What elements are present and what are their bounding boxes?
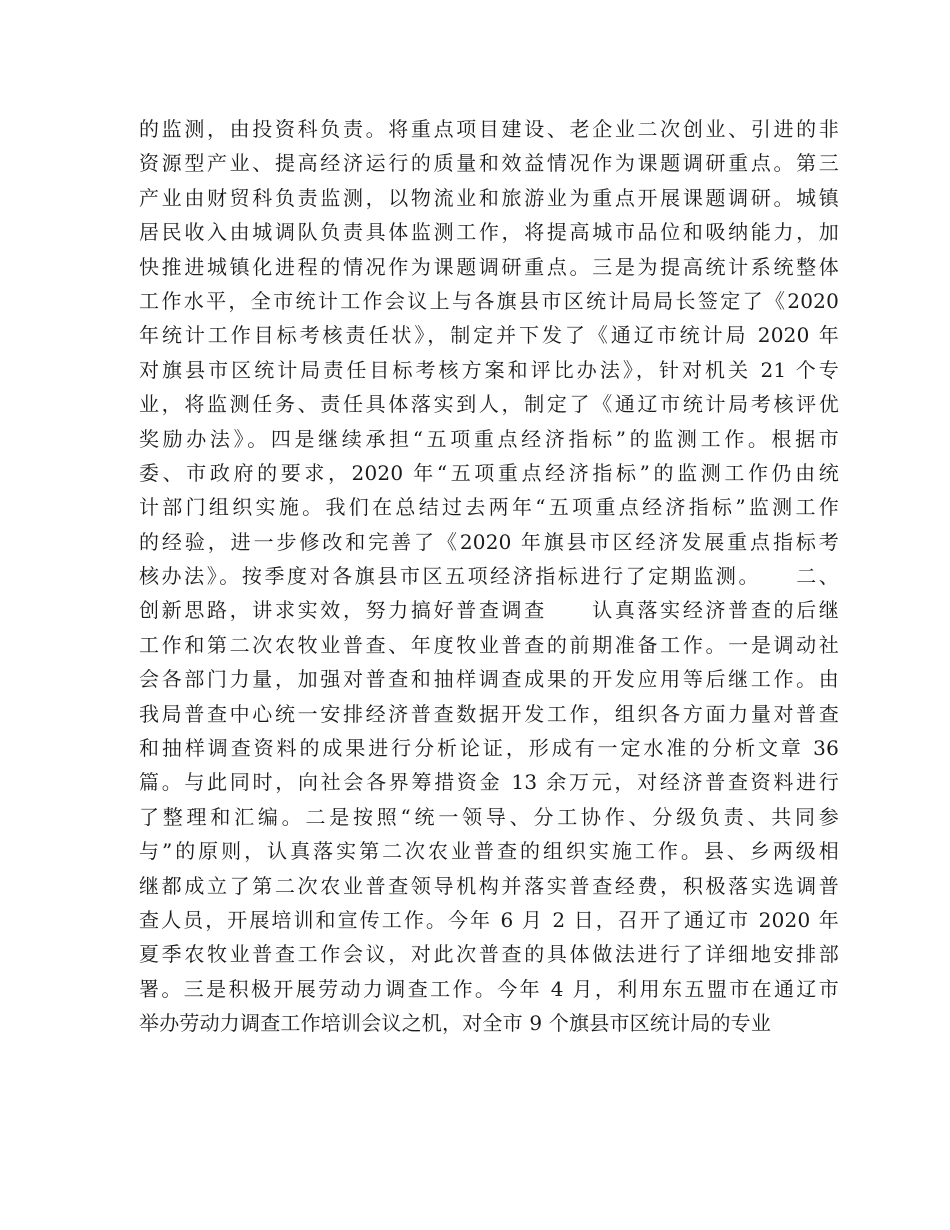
- text-line: 署。三是积极开展劳动力调查工作。今年 4 月，利用东五盟市在通辽市: [139, 976, 839, 1001]
- text-line: 我局普查中心统一安排经济普查数据开发工作，组织各方面力量对普查: [139, 701, 839, 726]
- text-line: 继都成立了第二次农业普查领导机构并落实普查经费，积极落实选调普: [139, 873, 839, 898]
- text-line: 核办法》。按季度对各旗县市区五项经济指标进行了定期监测。 二、: [139, 564, 839, 589]
- text-line: 快推进城镇化进程的情况作为课题调研重点。三是为提高统计系统整体: [139, 254, 839, 279]
- text-line: 创新思路，讲求实效，努力搞好普查调查 认真落实经济普查的后继: [139, 598, 839, 623]
- text-line: 工作和第二次农牧业普查、年度牧业普查的前期准备工作。一是调动社: [139, 632, 839, 657]
- text-line: 业，将监测任务、责任具体落实到人，制定了《通辽市统计局考核评优: [139, 392, 839, 417]
- text-line: 对旗县市区统计局责任目标考核方案和评比办法》，针对机关 21 个专: [139, 357, 839, 382]
- text-line: 的监测，由投资科负责。将重点项目建设、老企业二次创业、引进的非: [139, 117, 839, 141]
- text-line: 了整理和汇编。二是按照“统一领导、分工协作、分级负责、共同参: [139, 804, 839, 829]
- body-text: [139, 112, 839, 1041]
- text-line: 奖励办法》。四是继续承担“五项重点经济指标”的监测工作。根据市: [139, 426, 839, 451]
- text-line: 居民收入由城调队负责具体监测工作，将提高城市品位和吸纳能力，加: [139, 220, 839, 245]
- text-line: 与”的原则，认真落实第二次农业普查的组织实施工作。县、乡两级相: [139, 839, 839, 864]
- text-line: 的经验，进一步修改和完善了《2020 年旗县市区经济发展重点指标考: [139, 529, 839, 554]
- text-line: 工作水平，全市统计工作会议上与各旗县市区统计局局长签定了《2020: [139, 288, 839, 313]
- text-line: 产业由财贸科负责监测，以物流业和旅游业为重点开展课题调研。城镇: [139, 185, 839, 210]
- text-line: 委、市政府的要求，2020 年“五项重点经济指标”的监测工作仍由统: [139, 460, 839, 485]
- text-line: 资源型产业、提高经济运行的质量和效益情况作为课题调研重点。第三: [139, 151, 839, 176]
- text-line: 计部门组织实施。我们在总结过去两年“五项重点经济指标”监测工作: [139, 495, 839, 520]
- text-line: 举办劳动力调查工作培训会议之机，对全市 9 个旗县市区统计局的专业: [139, 1011, 772, 1036]
- text-line: 会各部门力量，加强对普查和抽样调查成果的开发应用等后继工作。由: [139, 667, 839, 692]
- text-line: 和抽样调查资料的成果进行分析论证，形成有一定水准的分析文章 36: [139, 736, 839, 761]
- text-line: 夏季农牧业普查工作会议，对此次普查的具体做法进行了详细地安排部: [139, 942, 839, 967]
- text-line: 年统计工作目标考核责任状》，制定并下发了《通辽市统计局 2020 年: [139, 323, 839, 348]
- text-line: 篇。与此同时，向社会各界筹措资金 13 余万元，对经济普查资料进行: [139, 770, 839, 795]
- text-line: 查人员，开展培训和宣传工作。今年 6 月 2 日，召开了通辽市 2020 年: [139, 907, 839, 932]
